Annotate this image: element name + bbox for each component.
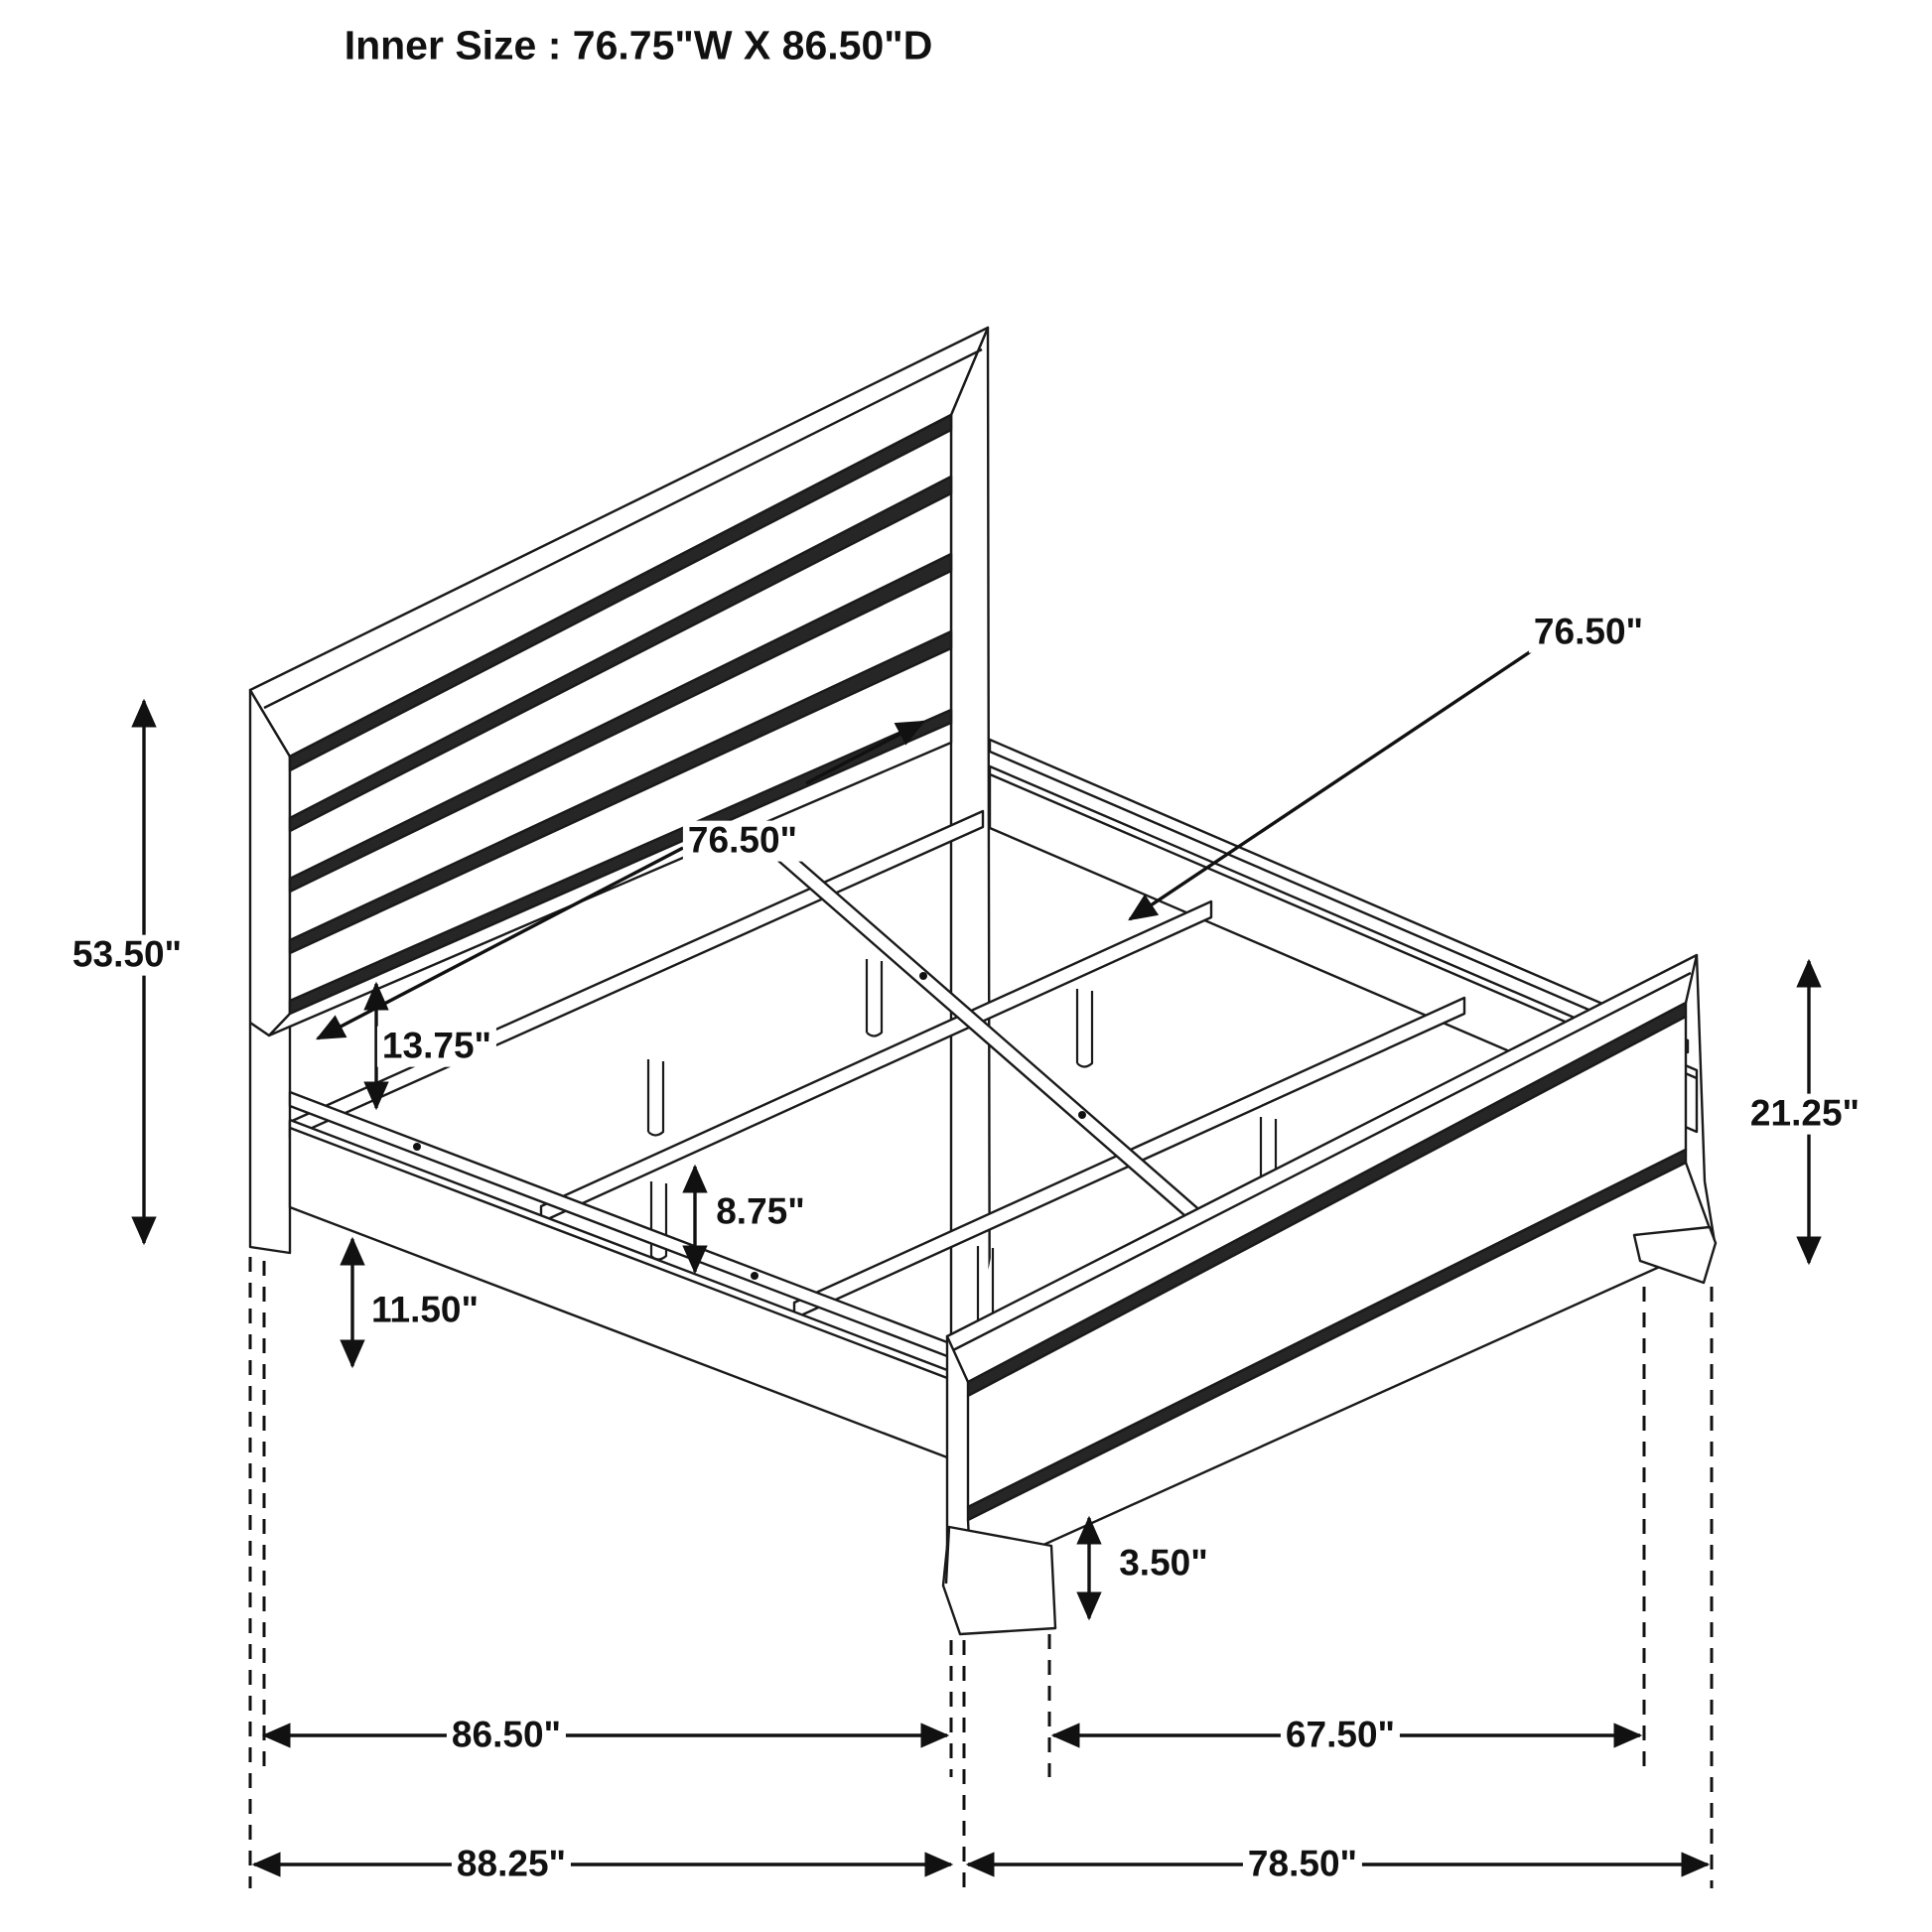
diagram-title: Inner Size : 76.75"W X 86.50"D xyxy=(340,23,938,68)
headboard-left-post xyxy=(250,690,290,1253)
dim-label-overall-width: 78.50" xyxy=(1243,1845,1362,1885)
footboard-left-foot xyxy=(943,1527,1055,1634)
dim-label-footboard-height: 21.25" xyxy=(1745,1094,1864,1135)
dim-label-footboard-inner-width: 67.50" xyxy=(1281,1716,1400,1756)
headboard-right-post xyxy=(951,328,990,1449)
dim-label-leg-height: 8.75" xyxy=(711,1192,810,1233)
dim-label-side-rail-length: 86.50" xyxy=(447,1716,566,1756)
dim-label-bottom-rail-drop: 13.75" xyxy=(377,1027,496,1067)
dim-label-headboard-inner-width: 76.50" xyxy=(683,821,802,862)
support-leg xyxy=(867,959,882,1036)
leader-center-rail xyxy=(1130,647,1537,919)
dim-label-overall-depth: 88.25" xyxy=(452,1845,571,1885)
support-leg xyxy=(648,1059,663,1136)
dim-label-center-rail-width: 76.50" xyxy=(1529,613,1648,653)
dim-label-headboard-height: 53.50" xyxy=(68,935,187,976)
footboard xyxy=(943,955,1716,1634)
dim-label-clearance: 11.50" xyxy=(366,1291,483,1331)
dim-label-foot-height: 3.50" xyxy=(1114,1544,1213,1585)
support-leg xyxy=(1077,989,1092,1067)
footboard-right-foot xyxy=(1634,1227,1716,1283)
far-rail-cleat xyxy=(990,740,1688,1052)
footboard-right-edge xyxy=(1697,955,1705,1181)
headboard xyxy=(250,328,988,1253)
